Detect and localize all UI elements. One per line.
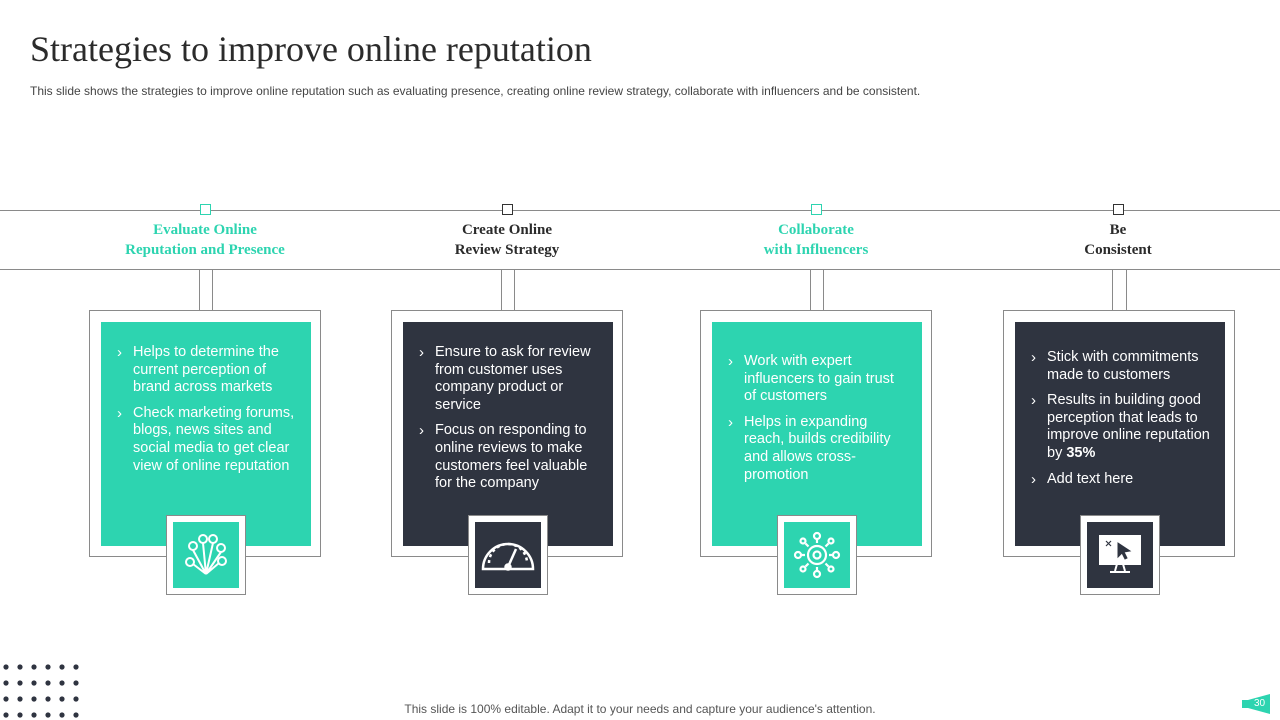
connector-line xyxy=(199,269,200,310)
icon-frame xyxy=(1080,515,1160,595)
footer-note: This slide is 100% editable. Adapt it to your needs and capture your audience's attention. xyxy=(404,702,876,716)
connector-line xyxy=(1112,269,1113,310)
connector-line xyxy=(1126,269,1127,310)
speedometer-icon xyxy=(479,535,537,575)
connector-line xyxy=(212,269,213,310)
bullet-item: › Helps to determine the current perception of brand across markets xyxy=(115,344,299,397)
connector-line xyxy=(810,269,811,310)
gear-network-icon xyxy=(791,529,843,581)
timeline-marker xyxy=(811,204,822,215)
bullet-item: › Add text here xyxy=(1029,471,1213,489)
bullet-item: › Ensure to ask for review from customer uses company product or service xyxy=(417,344,601,414)
monitor-cursor-icon xyxy=(1097,533,1143,577)
connector-line xyxy=(514,269,515,310)
network-pins-icon xyxy=(181,530,231,580)
heading-line: Reputation and Presence xyxy=(125,242,285,258)
timeline-marker xyxy=(200,204,211,215)
bullet-item: › Helps in expanding reach, builds credibility and allows cross-promotion xyxy=(726,414,910,484)
icon-frame xyxy=(777,515,857,595)
connector-line xyxy=(501,269,502,310)
column-heading xyxy=(696,220,936,260)
timeline-bottom-line xyxy=(0,269,1280,270)
heading-line: Create Online xyxy=(461,222,553,238)
slide-title: Strategies to improve online reputation xyxy=(30,29,592,69)
connector-line xyxy=(823,269,824,310)
bullet-item: › Work with expert influencers to gain trust of customers xyxy=(726,353,910,406)
heading-line: Review Strategy xyxy=(454,242,560,258)
column-heading xyxy=(85,220,325,260)
heading-line: Evaluate Online xyxy=(153,222,257,238)
heading-line: with Influencers xyxy=(763,242,869,258)
heading-line: Collaborate xyxy=(778,222,854,238)
strategy-panel xyxy=(1015,322,1225,546)
slide-subtitle: This slide shows the strategies to improve online reputation such as evaluating presence, creating online review strategy, collaborate with influencers and be consistent. xyxy=(30,84,921,98)
column-heading xyxy=(387,220,627,260)
heading-line: Consistent xyxy=(1084,242,1152,258)
timeline-marker xyxy=(1113,204,1124,215)
bullet-item: › Focus on responding to online reviews to make customers feel valuable for the company xyxy=(417,422,601,492)
bullet-item: › Stick with commitments made to customers xyxy=(1029,349,1213,384)
bullet-item: › Check marketing forums, blogs, news sites and social media to get clear view of online reputation xyxy=(115,405,299,475)
bullet-item xyxy=(1029,392,1213,462)
strategy-panel xyxy=(403,322,613,546)
timeline-top-line xyxy=(0,210,1280,211)
strategy-panel xyxy=(712,322,922,546)
highlight-value: 35% xyxy=(1066,444,1096,461)
column-heading xyxy=(998,220,1238,260)
bullet-text: Results in building good perception that leads to improve online reputation by xyxy=(1047,392,1210,461)
icon-frame xyxy=(468,515,548,595)
page-number: 30 xyxy=(1254,698,1266,709)
strategy-panel xyxy=(101,322,311,546)
timeline-marker xyxy=(502,204,513,215)
heading-line: Be xyxy=(1109,222,1127,238)
icon-frame xyxy=(166,515,246,595)
